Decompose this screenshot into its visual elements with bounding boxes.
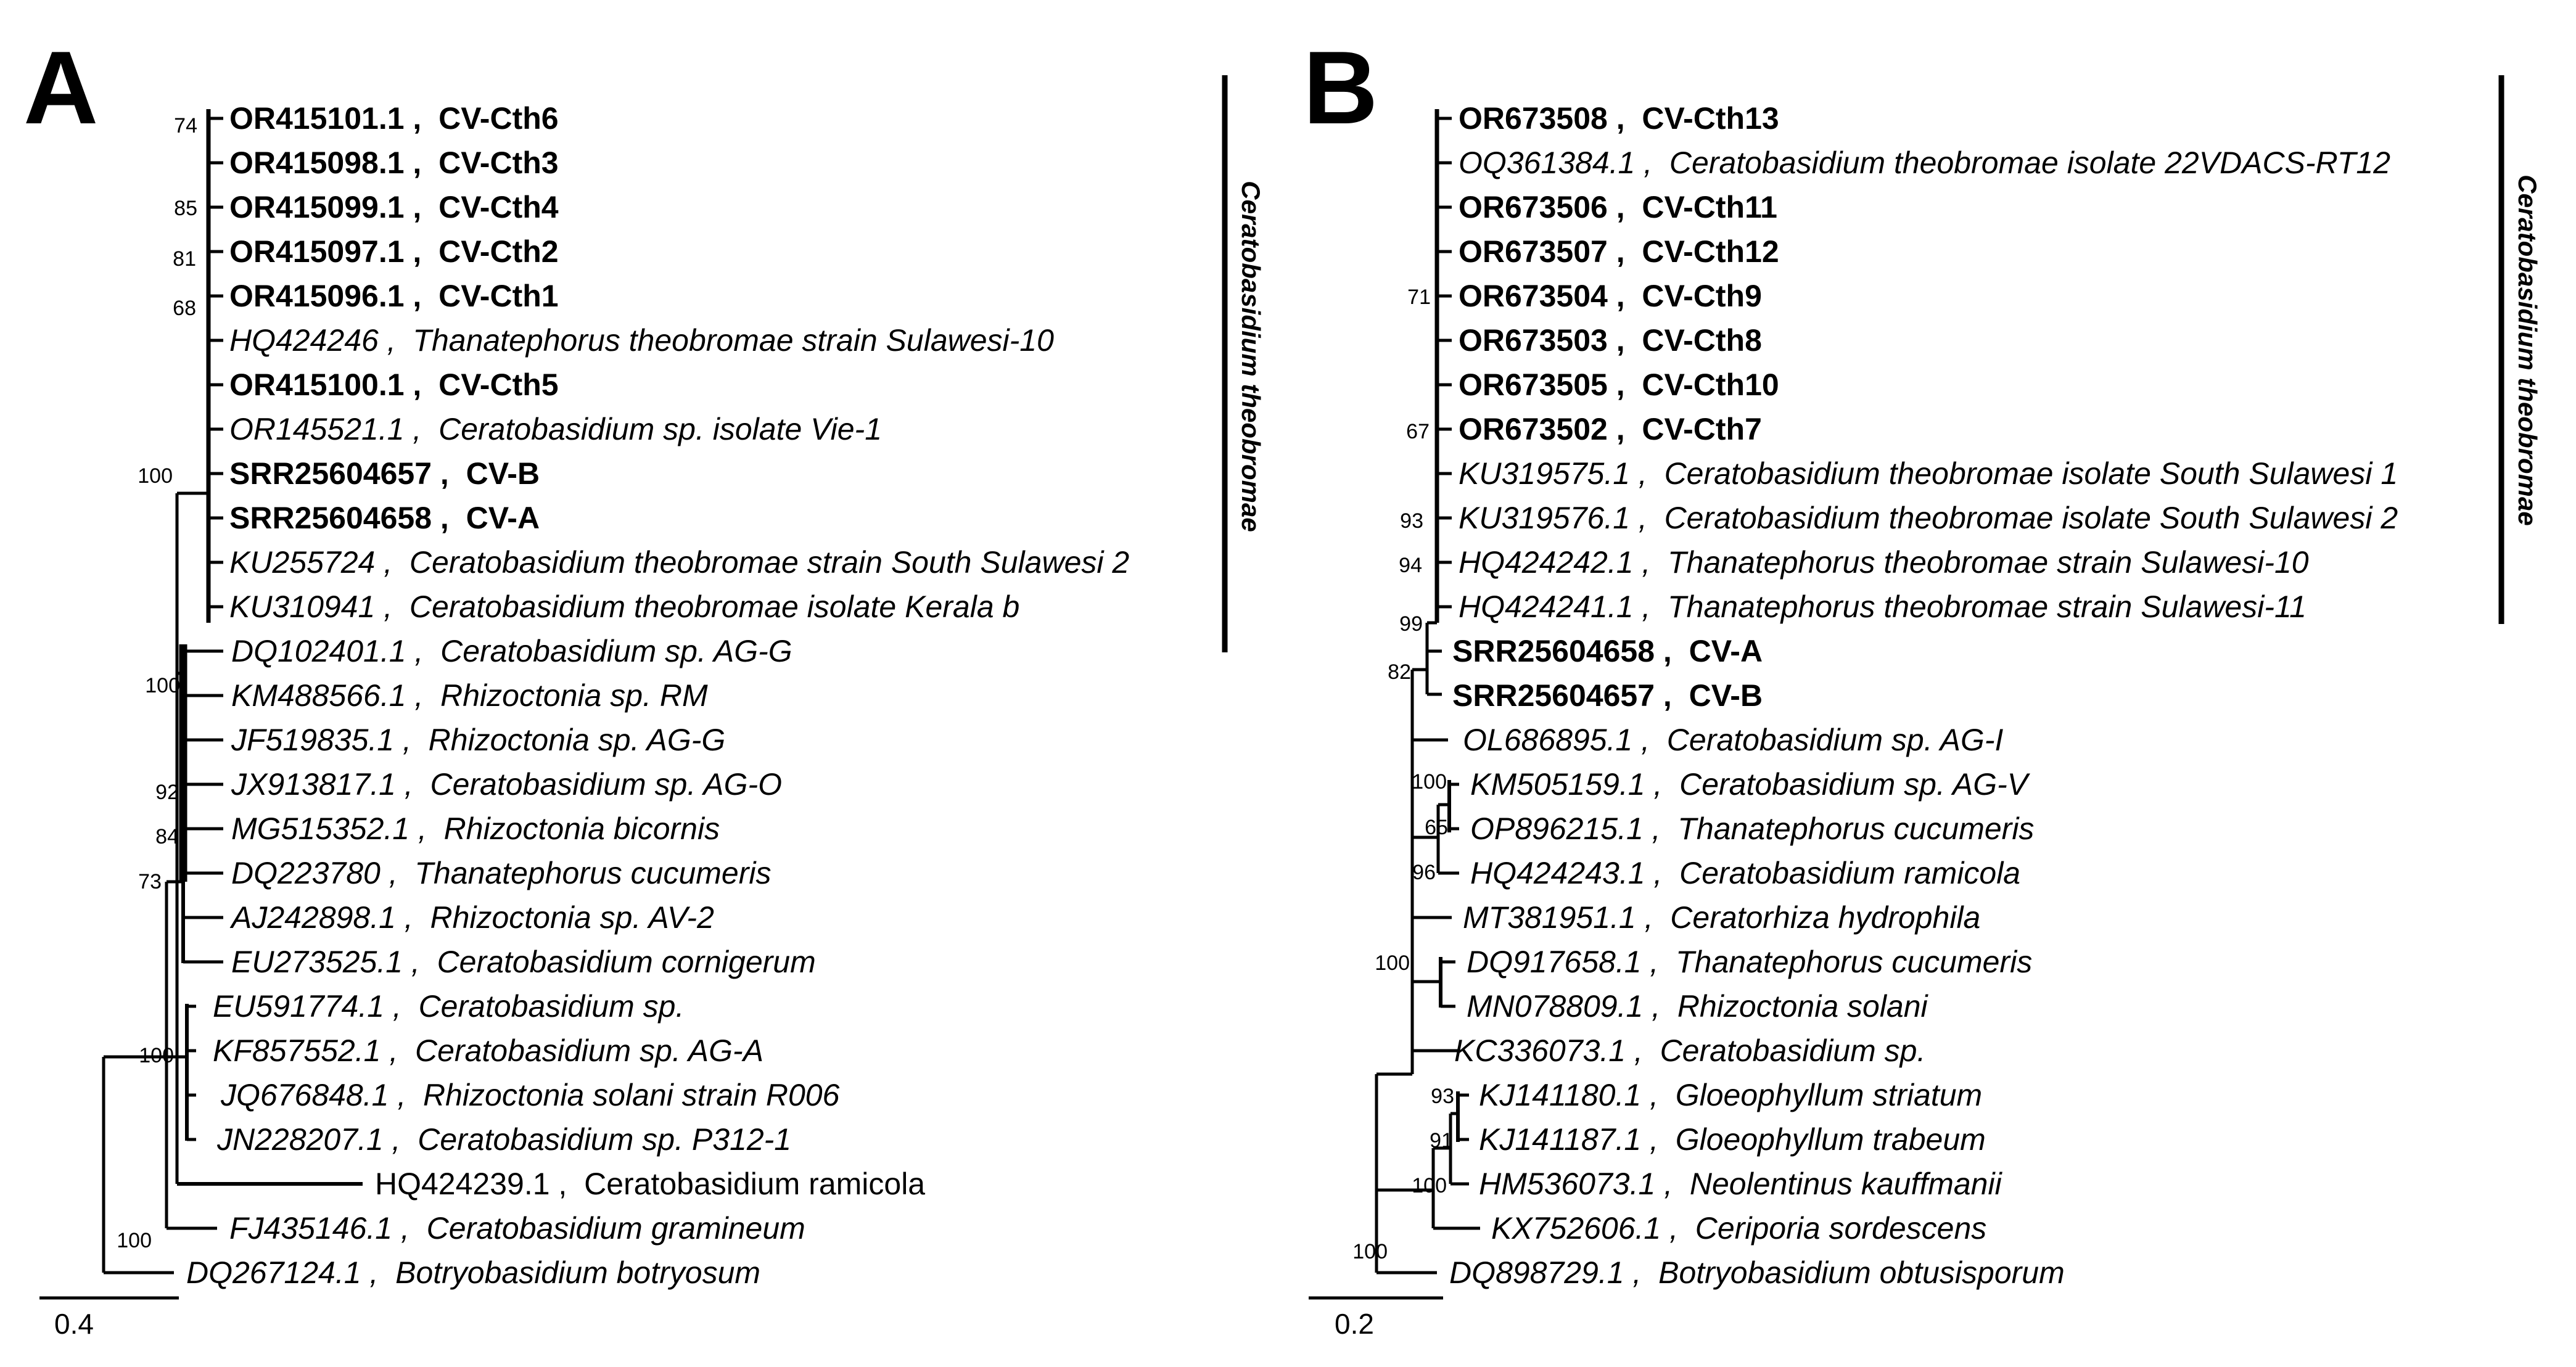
taxon-label: JX913817.1 , Ceratobasidium sp. AG-O bbox=[231, 767, 783, 802]
taxon-label: OQ361384.1 , Ceratobasidium theobromae isolate 22VDACS-RT12 bbox=[1459, 146, 2391, 180]
bootstrap-value: 100 bbox=[145, 674, 180, 697]
taxon-label: OL686895.1 , Ceratobasidium sp. AG-I bbox=[1463, 723, 2004, 757]
panel-b-clade-bracket-label: Ceratobasidium theobromae bbox=[2513, 174, 2542, 526]
taxon-label: DQ917658.1 , Thanatephorus cucumeris bbox=[1467, 945, 2033, 979]
taxon-label: OR415096.1 , CV-Cth1 bbox=[229, 279, 559, 313]
bootstrap-value: 71 bbox=[1407, 285, 1431, 309]
taxon-label: HQ424246 , Thanatephorus theobromae strain Sulawesi-10 bbox=[229, 323, 1054, 358]
taxon-label: OR673508 , CV-Cth13 bbox=[1459, 101, 1779, 136]
taxon-label: KU310941 , Ceratobasidium theobromae isolate Kerala b bbox=[229, 589, 1020, 624]
taxon-label: OR415097.1 , CV-Cth2 bbox=[229, 234, 559, 269]
panel-a-letter: A bbox=[23, 30, 99, 146]
taxon-label: KU319575.1 , Ceratobasidium theobromae isolate South Sulawesi 1 bbox=[1459, 456, 2398, 491]
bootstrap-value: 93 bbox=[1400, 509, 1423, 533]
taxon-label: JQ676848.1 , Rhizoctonia solani strain R006 bbox=[221, 1078, 840, 1112]
bootstrap-value: 67 bbox=[1406, 420, 1430, 443]
taxon-label: HQ424241.1 , Thanatephorus theobromae strain Sulawesi-11 bbox=[1459, 589, 2306, 624]
taxon-label: HQ424239.1 , Ceratobasidium ramicola bbox=[375, 1167, 926, 1201]
taxon-label: OR673504 , CV-Cth9 bbox=[1459, 279, 1762, 313]
taxon-label: DQ898729.1 , Botryobasidium obtusisporum bbox=[1449, 1255, 2065, 1290]
taxon-label: KC336073.1 , Ceratobasidium sp. bbox=[1454, 1033, 1926, 1068]
taxon-label: HQ424243.1 , Ceratobasidium ramicola bbox=[1470, 856, 2021, 890]
bootstrap-value: 82 bbox=[1388, 660, 1411, 684]
bootstrap-value: 100 bbox=[1412, 770, 1447, 794]
bootstrap-value: 93 bbox=[1431, 1085, 1454, 1108]
bootstrap-value: 100 bbox=[1412, 1174, 1447, 1197]
taxon-label: OR415099.1 , CV-Cth4 bbox=[229, 190, 559, 224]
bootstrap-value: 65 bbox=[1425, 816, 1448, 839]
taxon-label: HM536073.1 , Neolentinus kauffmanii bbox=[1479, 1167, 2002, 1201]
taxon-label: EU273525.1 , Ceratobasidium cornigerum bbox=[231, 945, 816, 979]
taxon-label: SRR25604657 , CV-B bbox=[229, 456, 540, 491]
taxon-label: OR415100.1 , CV-Cth5 bbox=[229, 367, 559, 402]
taxon-label: OR673503 , CV-Cth8 bbox=[1459, 323, 1762, 358]
taxon-label: KJ141180.1 , Gloeophyllum striatum bbox=[1479, 1078, 1983, 1112]
bootstrap-value: 68 bbox=[173, 297, 196, 320]
bootstrap-value: 94 bbox=[1399, 554, 1422, 577]
taxon-label: KX752606.1 , Ceriporia sordescens bbox=[1491, 1211, 1987, 1246]
bootstrap-value: 74 bbox=[174, 114, 197, 138]
taxon-label: SRR25604658 , CV-A bbox=[229, 501, 540, 535]
bootstrap-value: 85 bbox=[174, 197, 197, 220]
taxon-label: KM505159.1 , Ceratobasidium sp. AG-V bbox=[1470, 767, 2028, 802]
taxon-label: AJ242898.1 , Rhizoctonia sp. AV-2 bbox=[231, 900, 714, 935]
taxon-label: KU319576.1 , Ceratobasidium theobromae isolate South Sulawesi 2 bbox=[1459, 501, 2398, 535]
panel-a-scale-bar-label: 0.4 bbox=[54, 1308, 94, 1340]
panel-a-clade-bracket-label: Ceratobasidium theobromae bbox=[1237, 181, 1265, 532]
taxon-label: OR415098.1 , CV-Cth3 bbox=[229, 146, 559, 180]
taxon-label: JF519835.1 , Rhizoctonia sp. AG-G bbox=[231, 723, 726, 757]
taxon-label: OR673506 , CV-Cth11 bbox=[1459, 190, 1777, 224]
bootstrap-value: 84 bbox=[155, 825, 179, 848]
taxon-label: DQ267124.1 , Botryobasidium botryosum bbox=[186, 1255, 761, 1290]
taxon-label: KM488566.1 , Rhizoctonia sp. RM bbox=[231, 678, 708, 713]
taxon-label: MN078809.1 , Rhizoctonia solani bbox=[1467, 989, 1928, 1024]
taxon-label: OP896215.1 , Thanatephorus cucumeris bbox=[1470, 811, 2035, 846]
bootstrap-value: 100 bbox=[1375, 951, 1410, 975]
bootstrap-value: 99 bbox=[1399, 612, 1423, 636]
bootstrap-value: 100 bbox=[139, 1044, 174, 1067]
bootstrap-value: 96 bbox=[1412, 861, 1436, 884]
taxon-label: FJ435146.1 , Ceratobasidium gramineum bbox=[229, 1211, 805, 1246]
taxon-label: JN228207.1 , Ceratobasidium sp. P312-1 bbox=[217, 1122, 792, 1157]
taxon-label: SRR25604657 , CV-B bbox=[1452, 678, 1763, 713]
bootstrap-value: 100 bbox=[117, 1229, 152, 1252]
taxon-label: OR673502 , CV-Cth7 bbox=[1459, 412, 1762, 446]
bootstrap-value: 91 bbox=[1430, 1129, 1453, 1152]
bootstrap-value: 100 bbox=[1352, 1240, 1388, 1263]
bootstrap-value: 100 bbox=[138, 464, 173, 488]
taxon-label: KJ141187.1 , Gloeophyllum trabeum bbox=[1479, 1122, 1986, 1157]
taxon-label: EU591774.1 , Ceratobasidium sp. bbox=[213, 989, 685, 1024]
taxon-label: DQ102401.1 , Ceratobasidium sp. AG-G bbox=[231, 634, 792, 668]
bootstrap-value: 81 bbox=[173, 247, 196, 271]
taxon-label: MT381951.1 , Ceratorhiza hydrophila bbox=[1463, 900, 1981, 935]
taxon-label: OR673507 , CV-Cth12 bbox=[1459, 234, 1779, 269]
bootstrap-value: 73 bbox=[138, 870, 162, 893]
panel-b-letter: B bbox=[1303, 30, 1378, 146]
taxon-label: KU255724 , Ceratobasidium theobromae strain South Sulawesi 2 bbox=[229, 545, 1130, 580]
taxon-label: DQ223780 , Thanatephorus cucumeris bbox=[231, 856, 772, 890]
taxon-label: KF857552.1 , Ceratobasidium sp. AG-A bbox=[213, 1033, 764, 1068]
taxon-label: MG515352.1 , Rhizoctonia bicornis bbox=[231, 811, 720, 846]
taxon-label: OR673505 , CV-Cth10 bbox=[1459, 367, 1779, 402]
taxon-label: OR145521.1 , Ceratobasidium sp. isolate Vie-1 bbox=[229, 412, 883, 446]
taxon-label: HQ424242.1 , Thanatephorus theobromae strain Sulawesi-10 bbox=[1459, 545, 2309, 580]
bootstrap-value: 92 bbox=[155, 781, 179, 804]
taxon-label: SRR25604658 , CV-A bbox=[1452, 634, 1763, 668]
taxon-label: OR415101.1 , CV-Cth6 bbox=[229, 101, 559, 136]
panel-b-scale-bar-label: 0.2 bbox=[1335, 1308, 1374, 1340]
